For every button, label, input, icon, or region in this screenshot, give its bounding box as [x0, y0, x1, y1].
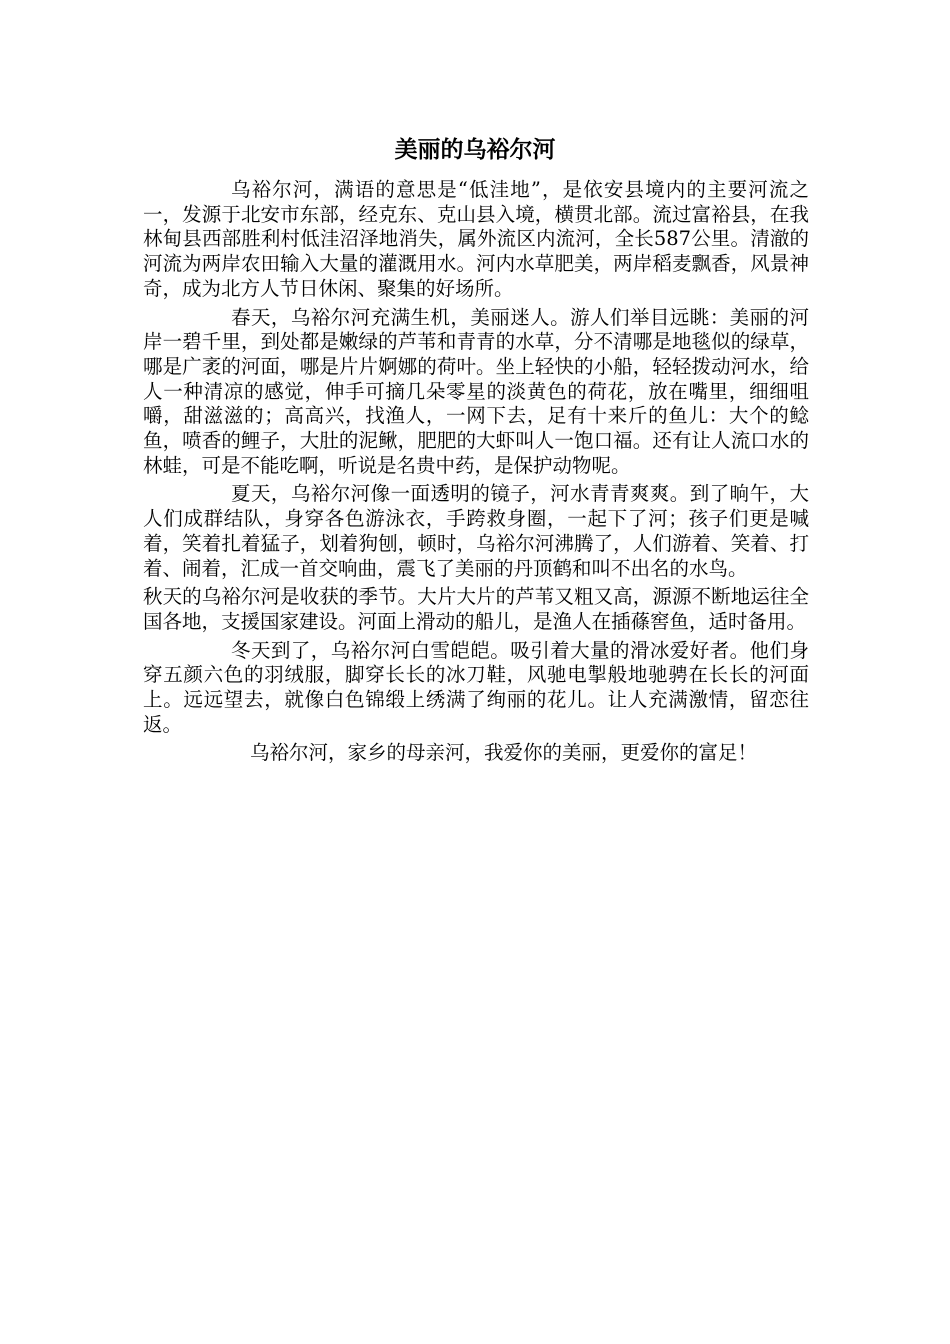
paragraph-intro: 乌裕尔河，满语的意思是“低洼地”，是依安县境内的主要河流之一，发源于北安市东部，经克东、克山县入境，横贯北部。流过富裕县，在我林甸县西部胜利村低洼沼泽地消失，属外流区内流河，全长587公里。清澈的河流为两岸农田输入大量的灌溉用水。河内水草肥美，两岸稻麦飘香，风景神奇，成为北方人节日休闲、聚集的好场所。 — [143, 178, 809, 300]
document-body — [143, 178, 809, 770]
paragraph-spring: 春天，乌裕尔河充满生机，美丽迷人。游人们举目远眺：美丽的河岸一碧千里，到处都是嫩绿的芦苇和青青的水草，分不清哪是地毯似的绿草，哪是广袤的河面，哪是片片婀娜的荷叶。坐上轻快的小船，轻轻拨动河水，给人一种清凉的感觉，伸手可摘几朵零星的淡黄色的荷花，放在嘴里，细细咀嚼，甜滋滋的；高高兴，找渔人，一网下去，足有十来斤的鱼儿：大个的鲶鱼，喷香的鲤子，大肚的泥鳅，肥肥的大虾叫人一饱口福。还有让人流口水的林蛙，可是不能吃啊，听说是名贵中药，是保护动物呢。 — [143, 305, 809, 477]
paragraph-autumn: 秋天的乌裕尔河是收获的季节。大片大片的芦苇又粗又高，源源不断地运往全国各地，支援国家建设。河面上滑动的船儿，是渔人在插蓧窖鱼，适时备用。 — [143, 585, 809, 633]
paragraph-closing: 乌裕尔河，家乡的母亲河，我爱你的美丽，更爱你的富足！ — [250, 741, 758, 765]
document-title: 美丽的乌裕尔河 — [394, 137, 556, 163]
paragraph-summer: 夏天，乌裕尔河像一面透明的镜子，河水青青爽爽。到了晌午，大人们成群结队，身穿各色游泳衣，手跨救身圈，一起下了河；孩子们更是喊着，笑着扎着猛子，划着狗刨，顿时，乌裕尔河沸腾了，人们游着、笑着、打着、闹着，汇成一首交响曲，震飞了美丽的丹顶鹤和叫不出名的水鸟。 — [143, 482, 809, 580]
paragraph-winter: 冬天到了，乌裕尔河白雪皑皑。吸引着大量的滑冰爱好者。他们身穿五颜六色的羽绒服，脚穿长长的冰刀鞋，风驰电掣般地驰骋在长长的河面上。远远望去，就像白色锦缎上绣满了绚丽的花儿。让人充满激情，留恋往返。 — [143, 638, 809, 736]
